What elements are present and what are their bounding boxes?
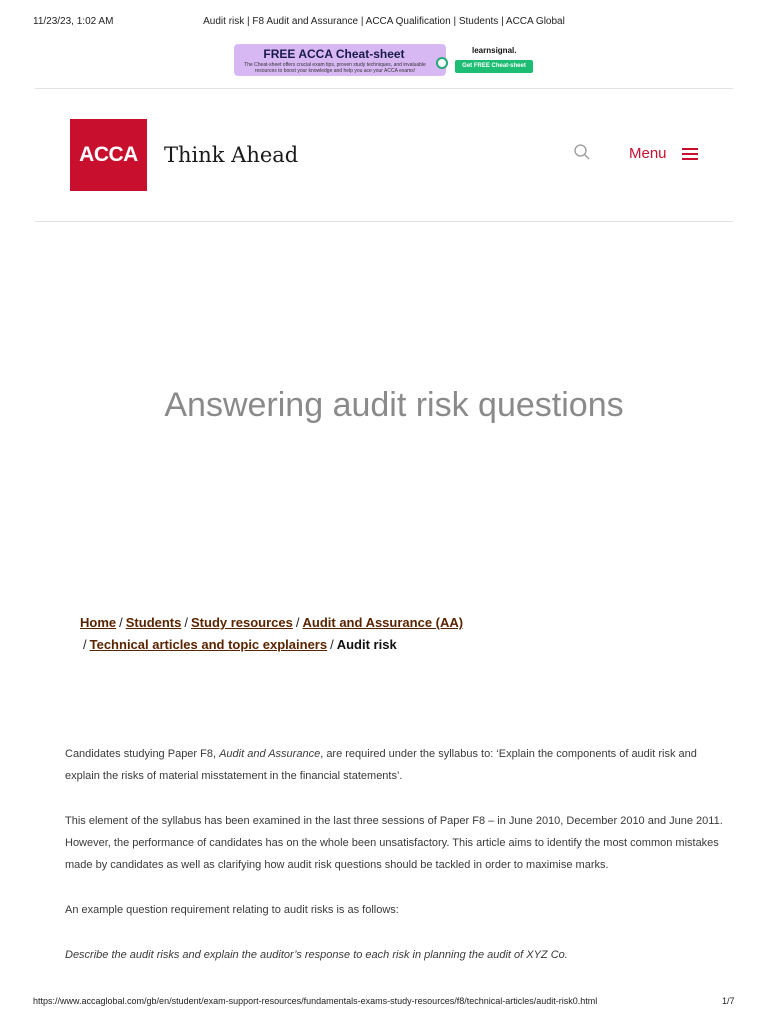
breadcrumb-audit-assurance[interactable]: Audit and Assurance (AA)	[302, 615, 464, 630]
search-icon[interactable]	[573, 143, 591, 161]
breadcrumb-separator: /	[83, 637, 87, 652]
breadcrumb-current: Audit risk	[336, 637, 397, 652]
paper-name: Audit and Assurance	[219, 748, 321, 760]
header-top-divider	[35, 88, 733, 89]
ad-subtext: The Cheat-sheet offers crucial exam tips, proven study techniques, and invaluable resources to boost your knowledge and help you ace your ACCA exams!	[244, 62, 426, 74]
menu-label: Menu	[629, 145, 667, 162]
print-header	[0, 16, 768, 30]
breadcrumb-separator: /	[119, 615, 123, 630]
example-question: Describe the audit risks and explain the auditor’s response to each risk in planning the audit of XYZ Co.	[65, 949, 568, 961]
breadcrumb-technical-articles[interactable]: Technical articles and topic explainers	[89, 637, 328, 652]
breadcrumb-home[interactable]: Home	[80, 615, 117, 630]
breadcrumb-separator: /	[330, 637, 334, 652]
print-title: Audit risk | F8 Audit and Assurance | ACCA Qualification | Students | ACCA Global	[203, 16, 565, 27]
acca-logo[interactable]: ACCA	[70, 119, 147, 191]
breadcrumb-study-resources[interactable]: Study resources	[191, 615, 293, 630]
tagline: Think Ahead	[164, 143, 299, 167]
ad-cta-button[interactable]: Get FREE Cheat-sheet now!	[455, 60, 533, 73]
hamburger-icon	[682, 148, 698, 161]
breadcrumb-separator: /	[184, 615, 188, 630]
ad-headline: FREE ACCA Cheat-sheet	[263, 47, 405, 61]
article-body	[65, 743, 725, 989]
print-date: 11/23/23, 1:02 AM	[33, 16, 114, 27]
ad-brand: learnsignal.	[472, 46, 517, 55]
breadcrumb	[80, 612, 700, 656]
ad-panel	[234, 44, 446, 76]
header-bottom-divider	[35, 221, 733, 222]
breadcrumb-separator: /	[295, 615, 300, 630]
print-url: https://www.accaglobal.com/gb/en/student/exam-support-resources/fundamentals-exams-study-resources/f8/technical-articles/audit-risk0.html	[33, 996, 598, 1006]
article-paragraph: An example question requirement relating to audit risks is as follows:	[65, 904, 399, 916]
article-paragraph	[65, 743, 725, 787]
breadcrumb-students[interactable]: Students	[125, 615, 182, 630]
paragraph-text: Candidates studying Paper F8,	[65, 748, 220, 760]
paragraph-text: , are required under the syllabus to: ‘Explain the components of audit risk and explain the risks of material misstatement in the financial statements’.	[65, 748, 697, 782]
article-paragraph: This element of the syllabus has been examined in the last three sessions of Paper F8 – in June 2010, December 2010 and June 2011. However, the performance of candidates has on the whole been unsatisfactory. This article aims to identify the most common mistakes made by candidates as well as clarifying how audit risk questions should be tackled in order to maximise marks.	[65, 815, 723, 871]
page-title: Answering audit risk questions	[164, 386, 624, 424]
page-number: 1/7	[722, 996, 735, 1006]
ad-banner[interactable]	[234, 44, 534, 82]
checkmark-icon	[436, 57, 448, 69]
